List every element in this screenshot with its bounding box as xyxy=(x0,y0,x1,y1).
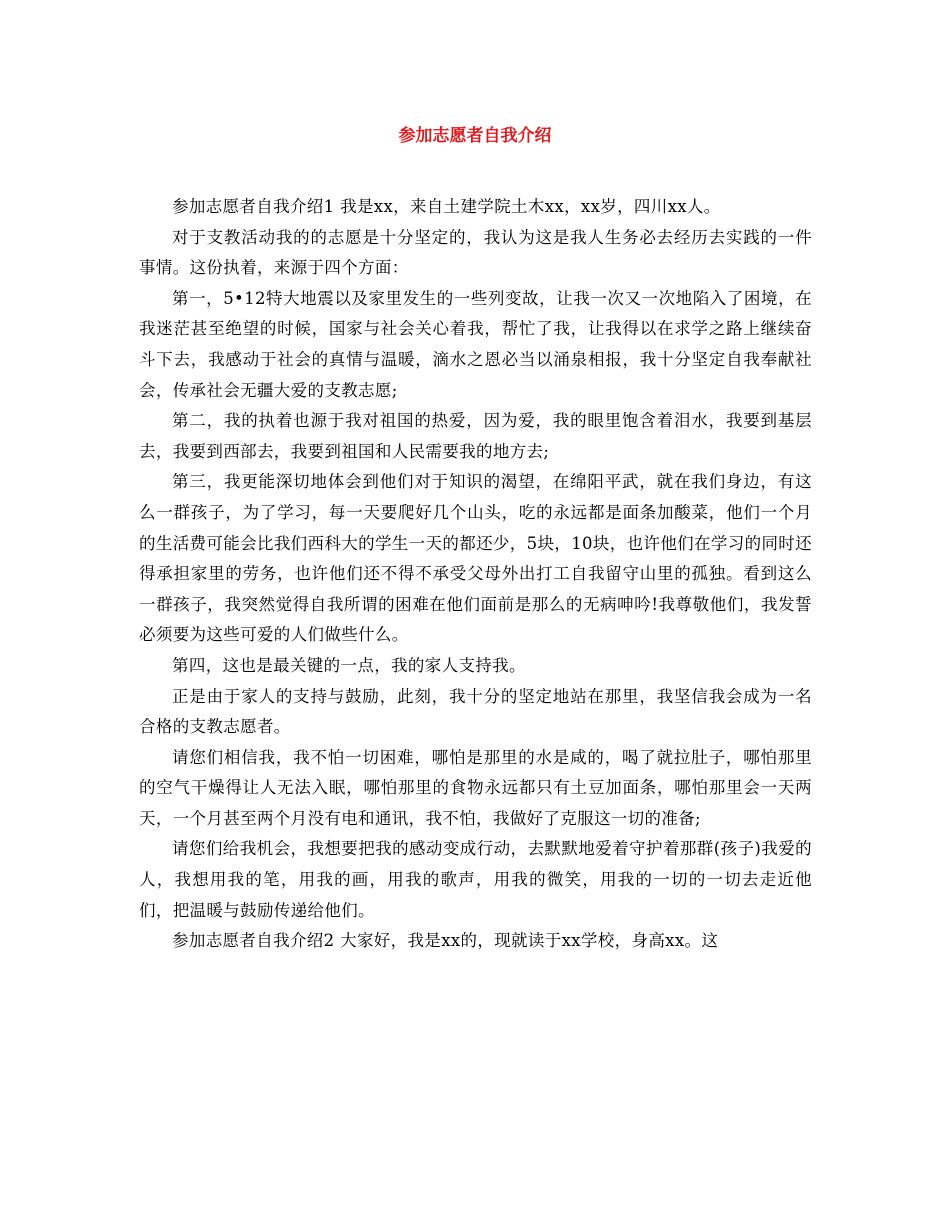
paragraph-7: 正是由于家人的支持与鼓励，此刻，我十分的坚定地站在那里，我坚信我会成为一名合格的支教志愿者。 xyxy=(139,686,812,737)
paragraph-6: 第四，这也是最关键的一点，我的家人支持我。 xyxy=(172,655,526,675)
paragraph-1: 参加志愿者自我介绍1 我是xx，来自土建学院土木xx，xx岁，四川xx人。 xyxy=(172,197,721,216)
paragraph-3: 第一，5•12特大地震以及家里发生的一些列变故，让我一次又一次地陷入了困境，在我迷茫甚至绝望的时候，国家与社会关心着我，帮忙了我，让我得以在求学之路上继续奋斗下去，我感动于社会的真情与温暖，滴水之恩必当以涌泉相报，我十分坚定自我奉献社会，传承社会无疆大爱的支教志愿; xyxy=(139,288,812,400)
document-body xyxy=(139,192,812,957)
paragraph-8: 请您们相信我，我不怕一切困难，哪怕是那里的水是咸的，喝了就拉肚子，哪怕那里的空气干燥得让人无法入眠，哪怕那里的食物永远都只有土豆加面条，哪怕那里会一天两天，一个月甚至两个月没有电和通讯，我不怕，我做好了克服这一切的准备; xyxy=(139,747,812,828)
paragraph-2: 对于支教活动我的的志愿是十分坚定的，我认为这是我人生务必去经历去实践的一件事情。这份执着，来源于四个方面： xyxy=(139,227,812,278)
paragraph-10: 参加志愿者自我介绍2 大家好，我是xx的，现就读于xx学校，身高xx。这 xyxy=(172,931,719,951)
paragraph-4: 第二，我的执着也源于我对祖国的热爱，因为爱，我的眼里饱含着泪水，我要到基层去，我要到西部去，我要到祖国和人民需要我的地方去; xyxy=(139,411,812,461)
document-title: 参加志愿者自我介绍 xyxy=(398,126,552,146)
paragraph-5: 第三，我更能深切地体会到他们对于知识的渴望，在绵阳平武，就在我们身边，有这么一群孩子，为了学习，每一天要爬好几个山头，吃的永远都是面条加酸菜，他们一个月的生活费可能会比我们西科大的学生一天的都还少，5块，10块，也许他们在学习的同时还得承担家里的劳务，也许他们还不得不承受父母外出打工自我留守山里的孤独。看到这么一群孩子，我突然觉得自我所谓的困难在他们面前是那么的无病呻吟!我尊敬他们，我发誓必须要为这些可爱的人们做些什么。 xyxy=(139,472,812,645)
paragraph-9: 请您们给我机会，我想要把我的感动变成行动，去默默地爱着守护着那群(孩子)我爱的人，我想用我的笔，用我的画，用我的歌声，用我的微笑，用我的一切的一切去走近他们，把温暖与鼓励传递给他们。 xyxy=(139,839,812,920)
